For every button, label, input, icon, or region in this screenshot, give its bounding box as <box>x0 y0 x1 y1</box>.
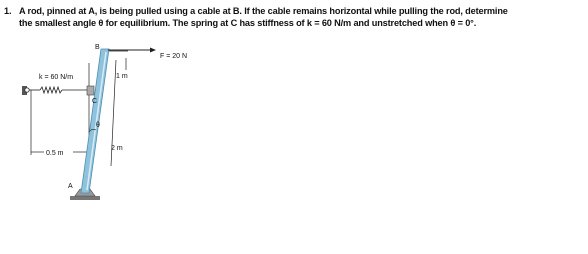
label-C: C <box>92 98 98 105</box>
angle-theta-label: θ <box>96 122 100 129</box>
problem-line-1: A rod, pinned at A, is being pulled using a cable at B. If the cable remains horizontal while pulling the rod, determine <box>19 6 508 16</box>
dimension-0-5m-label: 0.5 m <box>46 150 64 157</box>
force-label: F = 20 N <box>160 53 188 60</box>
dimension-1m-label: 1 m <box>116 73 128 80</box>
problem-line-2: the smallest angle θ for equilibrium. The spring at C has stiffness of k = 60 N/m and unstretched when θ = 0°. <box>19 18 477 28</box>
spring <box>29 87 88 93</box>
collar-C <box>87 86 94 95</box>
problem-number: 1. <box>4 6 12 16</box>
dimension-2m-label: 2 m <box>111 145 123 152</box>
label-A: A <box>68 183 73 190</box>
cable-and-force <box>108 48 156 53</box>
spring-stiffness-label: k = 60 N/m <box>39 74 74 81</box>
label-B: B <box>95 44 100 51</box>
rod <box>81 49 109 193</box>
wall-support <box>22 86 29 95</box>
